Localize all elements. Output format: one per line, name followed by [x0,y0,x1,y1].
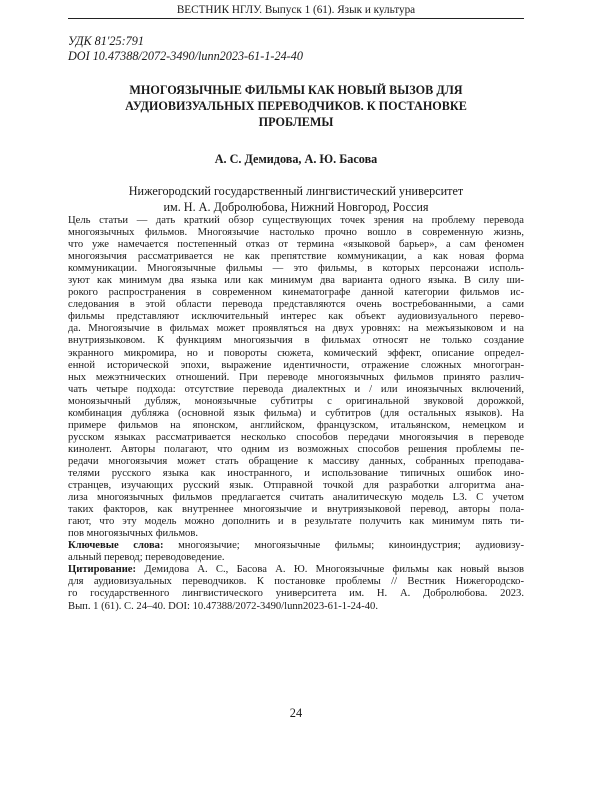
keywords-line [68,540,524,552]
abstract-line: внутриязыковом. К функциям многоязычия в фильмах относят не только создание [68,335,524,347]
title-line: МНОГОЯЗЫЧНЫЕ ФИЛЬМЫ КАК НОВЫЙ ВЫЗОВ ДЛЯ [129,83,463,97]
abstract-line: моноязычный дубляж, моноязычные субтитры с оригинальной звуковой дорожкой, [68,395,524,407]
authors: А. С. Демидова, А. Ю. Басова [214,152,378,166]
citation-line [68,564,524,576]
keywords-label: Ключевые слова: [68,540,164,552]
citation-line: Вып. 1 (61). С. 24–40. DOI: 10.47388/2072-3490/lunn2023-61-1-24-40. [68,600,378,612]
abstract-line: енной исторической эпохи, выражение идентичности, отражение сложных многогран- [68,359,524,371]
abstract-line: многоязычных фильмов. Многоязычие настолько прочно вошло в современную жизнь, [68,227,524,239]
abstract [68,215,524,613]
udk-code: УДК 81'25:791 [68,34,144,48]
abstract-line: да. Многоязычие в фильмах может проявляться на двух уровнях: на межъязыковом и на [68,323,524,335]
citation-text: Демидова А. С., Басова А. Ю. Многоязычные фильмы как новый вызов [136,564,524,576]
abstract-line: рокого распространения в современном кинематографе данной категории фильмов ис- [68,287,524,299]
title-line: АУДИОВИЗУАЛЬНЫХ ПЕРЕВОДЧИКОВ. К ПОСТАНОВКЕ [125,99,467,113]
abstract-line: лиза многоязычных фильмов предлагается считать аналитическую модель L3. С учетом [68,492,524,504]
abstract-line: комбинация дубляжа (основной язык фильма) и субтитров (для остальных языков). На [68,407,524,419]
abstract-line: коммуникации. Многоязычные фильмы — это фильмы, в которых персонажи исполь- [68,263,524,275]
abstract-line: фильмы представляют исключительный интерес как объект аудиовизуального перево- [68,311,524,323]
citation-line: для аудиовизуальных переводчиков. К постановке проблемы // Вестник Нижегородско- [68,576,524,588]
affiliation [68,183,524,215]
keywords-line: альный перевод; переводоведение. [68,552,225,564]
abstract-line: многоязычия рассматривается не как препятствие коммуникации, а как новая форма [68,251,524,263]
doi: DOI 10.47388/2072-3490/lunn2023-61-1-24-40 [68,49,303,63]
page-number: 24 [289,706,303,720]
title-line: ПРОБЛЕМЫ [258,115,334,129]
abstract-line: примере фильмов на японском, английском, французском, итальянском, немецком и [68,419,524,431]
article-title [80,82,512,130]
abstract-line: гают, что эту модель можно дополнить и в результате получить как минимум пять ти- [68,516,524,528]
abstract-line: странцев, изучающих русский язык. Отправной точкой для разработки алгоритма ана- [68,480,524,492]
citation-line: го государственного лингвистического университета им. Н. А. Добролюбова. 2023. [68,588,524,600]
abstract-line: русском языках рассматривается несколько способов передачи многоязычия в переводе [68,431,524,443]
abstract-line: ных межэтнических отношений. При переводе многоязычных фильмов принято различ- [68,371,524,383]
abstract-line: Цель статьи — дать краткий обзор существующих точек зрения на проблему перевода [68,215,524,226]
abstract-line: редачи многоязычия может стать обращение к массиву данных, собранных преподава- [68,455,524,467]
citation-label: Цитирование: [68,564,137,576]
abstract-line: экранного микромира, но и повороты сюжета, комический эффект, описание определ- [68,347,524,359]
abstract-line: зуют как минимум два языка или как минимум два варианта одного языка. В силу ши- [68,275,524,287]
keywords-text: многоязычие; многоязычные фильмы; киноиндустрия; аудиовизу- [163,540,524,552]
running-head: ВЕСТНИК НГЛУ. Выпуск 1 (61). Язык и культура [176,4,416,16]
abstract-line: пов многоязычных фильмов. [68,528,199,540]
abstract-line: чать четыре подхода: отсутствие перевода диалектных и / или иноязычных включений, [68,383,524,395]
affiliation-line: им. Н. А. Добролюбова, Нижний Новгород, Россия [163,200,429,214]
abstract-line: телями русского языка как иностранного, и использование типичных ошибок ино- [68,467,524,479]
abstract-line: следования в этой области перевода представляются очень востребованными, а сами [68,299,524,311]
affiliation-line: Нижегородский государственный лингвистический университет [128,184,464,198]
abstract-line: кинолент. Авторы полагают, что одним из возможных способов решения проблемы пе- [68,443,524,455]
abstract-line: таких факторов, как внутреннее многоязычие и внутриязыковой перевод, авторы пола- [68,504,524,516]
abstract-line: что уже намечается постепенный отказ от термина «языковой барьер», а сам феномен [68,239,524,251]
header-rule [68,18,524,19]
